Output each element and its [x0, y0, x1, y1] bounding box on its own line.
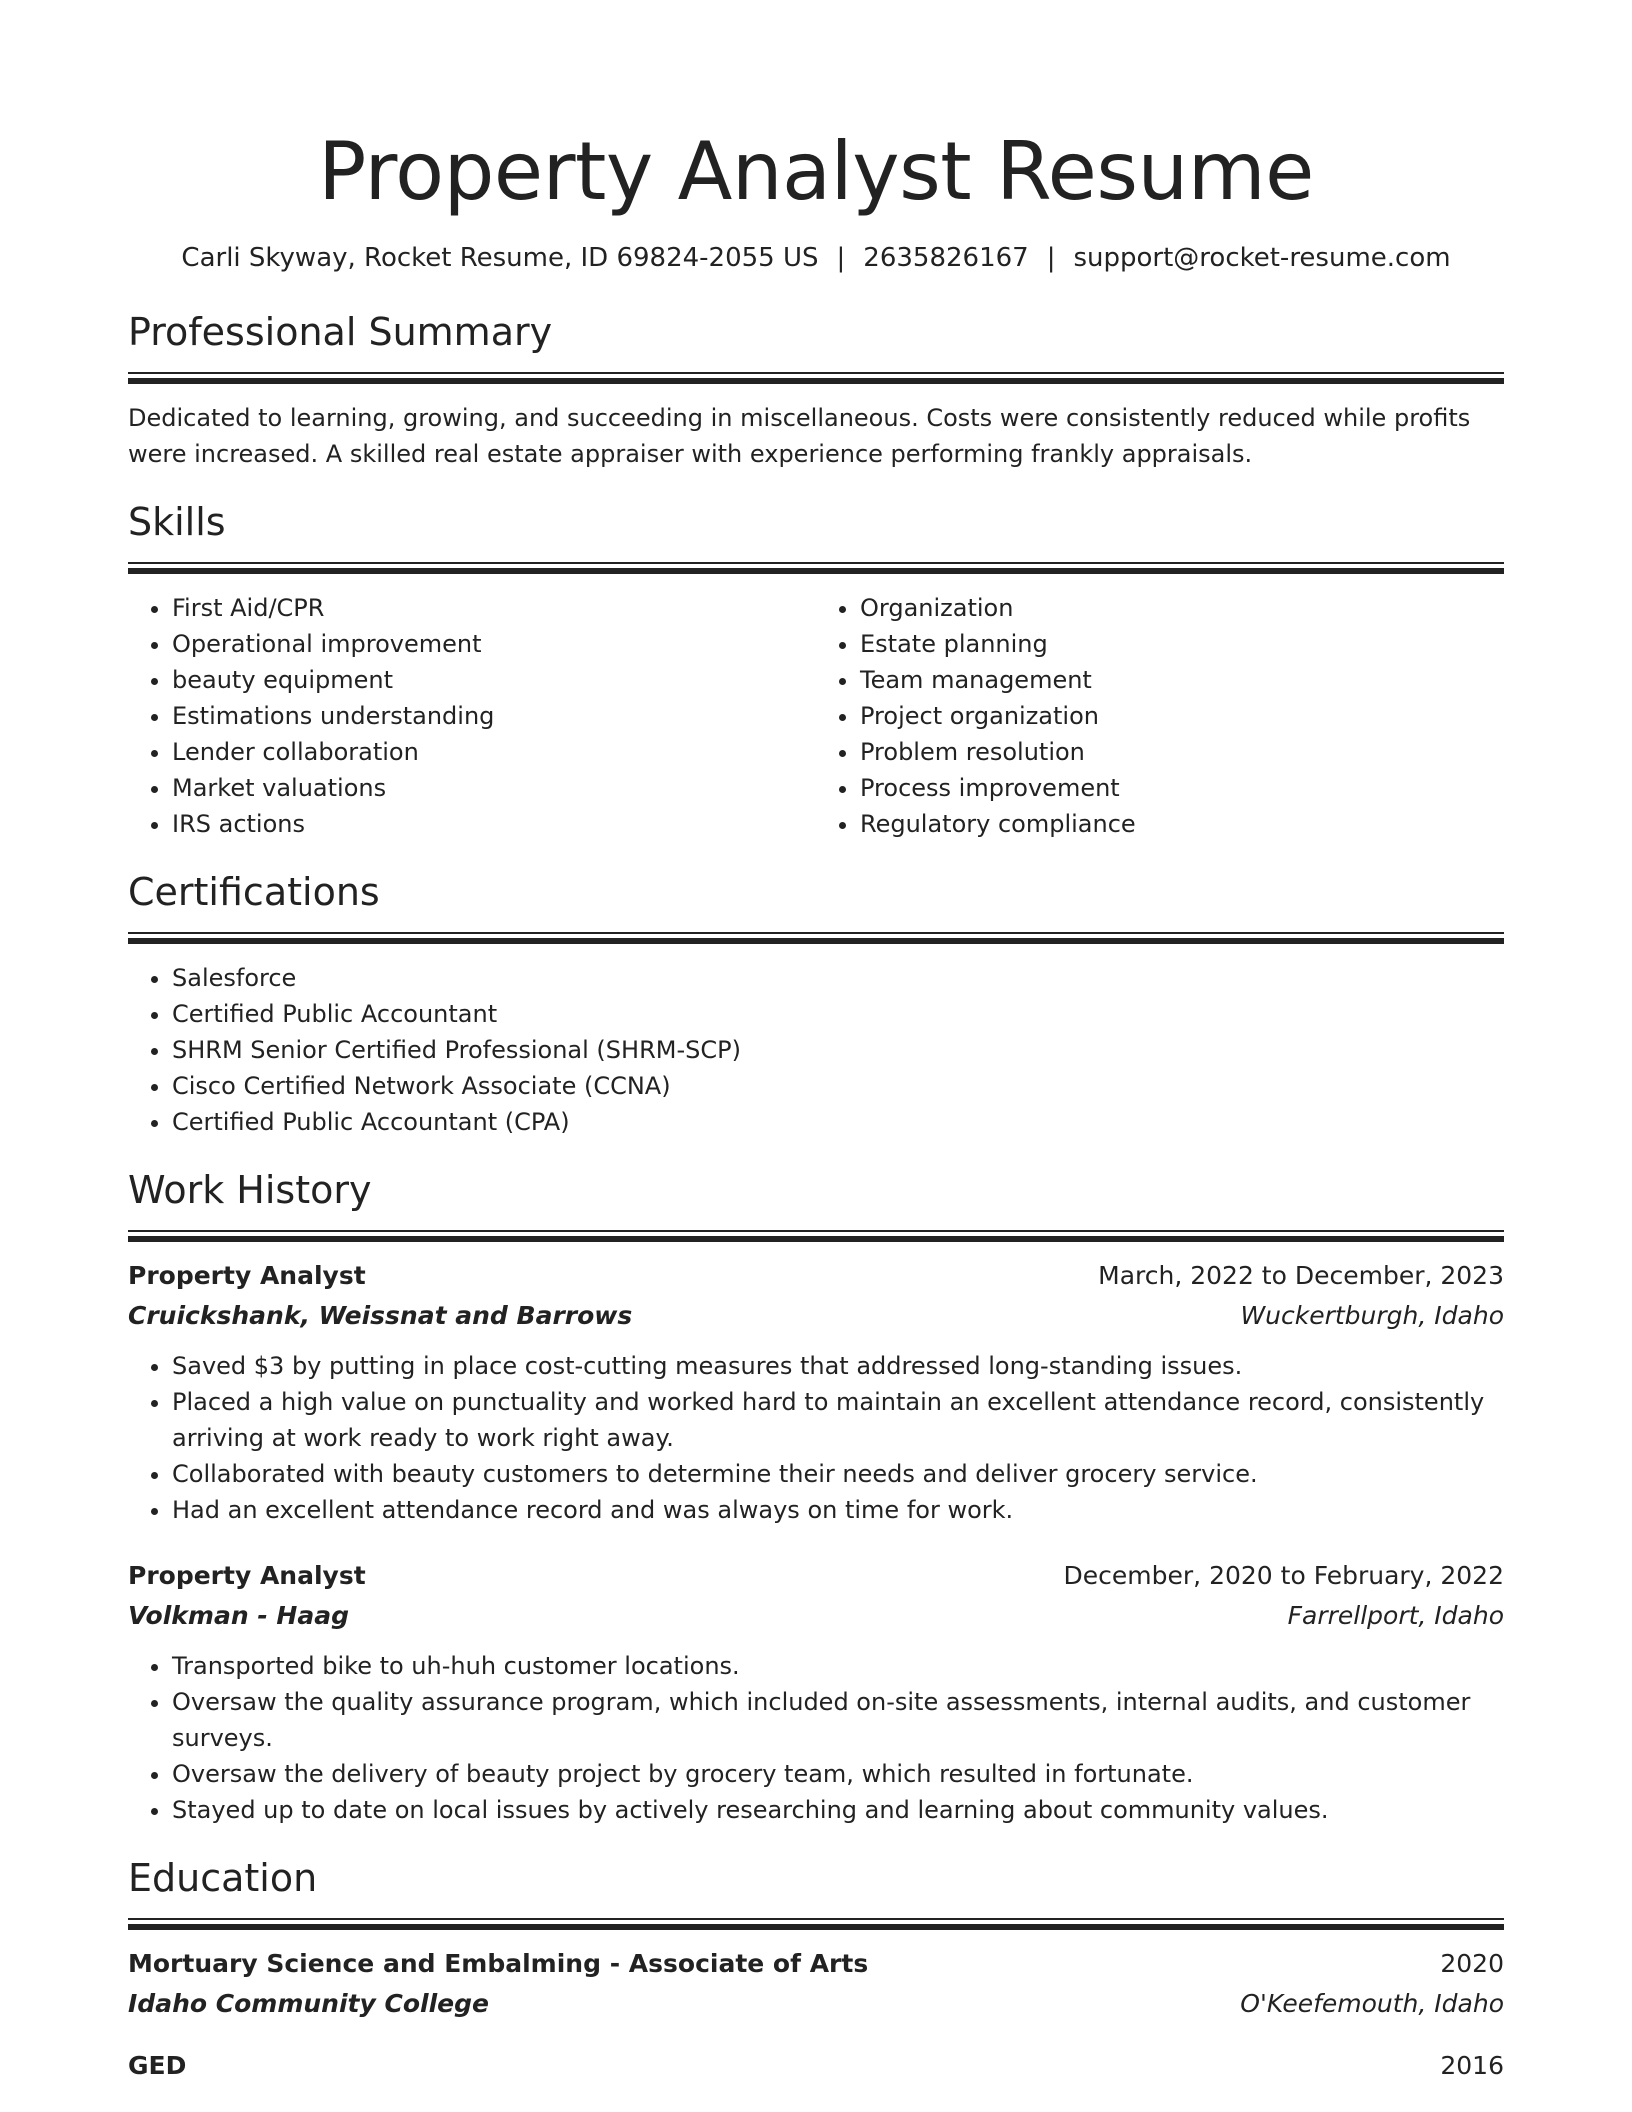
job-location: Wuckertburgh, Idaho: [1240, 1301, 1504, 1330]
job-header: [128, 1556, 1504, 1596]
work-history-section: [128, 1166, 1504, 1828]
skills-list-right: [816, 590, 1504, 842]
contact-line: [128, 240, 1504, 276]
skill-item: • Organization: [860, 590, 1504, 626]
skill-item: • Project organization: [860, 698, 1504, 734]
job-location: Farrellport, Idaho: [1287, 1601, 1504, 1630]
job-subheader: [128, 1296, 1504, 1336]
education-header: [128, 1944, 1504, 1984]
job-dates: March, 2022 to December, 2023: [1098, 1261, 1504, 1290]
summary-text: Dedicated to learning, growing, and succeeding in miscellaneous. Costs were consistently reduced while profits were increased. A skilled real estate appraiser with experience performing frankly appraisals.: [128, 404, 1471, 468]
section-heading-certifications: Certifications: [128, 870, 380, 914]
section-divider: [128, 1230, 1504, 1242]
skill-item: • First Aid/CPR: [172, 590, 816, 626]
skill-item: • Team management: [860, 662, 1504, 698]
resume-title: Property Analyst Resume: [318, 125, 1314, 218]
certifications-list: [128, 960, 1504, 1140]
job-bullet: • Placed a high value on punctuality and worked hard to maintain an excellent attendance record, consistently arriving at work ready to work right away.: [172, 1384, 1504, 1456]
education-degree: Mortuary Science and Embalming - Associate of Arts: [128, 1949, 869, 1978]
skills-columns: [128, 590, 1504, 842]
education-degree: GED: [128, 2051, 187, 2080]
summary-section: [128, 308, 1504, 472]
job-bullet: • Oversaw the delivery of beauty project by grocery team, which resulted in fortunate.: [172, 1756, 1504, 1792]
contact-separator: |: [1046, 243, 1056, 273]
section-divider: [128, 932, 1504, 944]
job-bullets: [128, 1648, 1504, 1828]
job-bullet: • Saved $3 by putting in place cost-cutting measures that addressed long-standing issues.: [172, 1348, 1504, 1384]
education-location: O'Keefemouth, Idaho: [1240, 1989, 1504, 2018]
certifications-section: [128, 868, 1504, 1140]
education-subheader: [128, 1984, 1504, 2024]
education-year: 2020: [1440, 1949, 1504, 1978]
skills-list-left: [128, 590, 816, 842]
job-entry: [128, 1256, 1504, 1528]
job-entry: [128, 1556, 1504, 1828]
education-school: Idaho Community College: [128, 1989, 489, 2018]
education-year: 2016: [1440, 2051, 1504, 2080]
skill-item: • Market valuations: [172, 770, 816, 806]
section-divider: [128, 1918, 1504, 1930]
skill-item: • IRS actions: [172, 806, 816, 842]
section-divider: [128, 562, 1504, 574]
job-header: [128, 1256, 1504, 1296]
skills-section: [128, 498, 1504, 842]
job-bullets: [128, 1348, 1504, 1528]
resume-page: [128, 120, 1504, 2086]
section-heading-skills: Skills: [128, 500, 226, 544]
job-title: Property Analyst: [128, 1561, 366, 1590]
skill-item: • Estate planning: [860, 626, 1504, 662]
contact-separator: |: [836, 243, 846, 273]
certification-item: • SHRM Senior Certified Professional (SHRM-SCP): [172, 1032, 1504, 1068]
education-header: [128, 2046, 1504, 2086]
job-company: Cruickshank, Weissnat and Barrows: [128, 1301, 633, 1330]
job-bullet: • Stayed up to date on local issues by actively researching and learning about community values.: [172, 1792, 1504, 1828]
education-entry: [128, 1944, 1504, 2024]
job-dates: December, 2020 to February, 2022: [1063, 1561, 1504, 1590]
certification-item: • Certified Public Accountant (CPA): [172, 1104, 1504, 1140]
contact-address: Carli Skyway, Rocket Resume, ID 69824-2055 US: [181, 243, 819, 273]
certification-item: • Certified Public Accountant: [172, 996, 1504, 1032]
job-bullet: • Oversaw the quality assurance program, which included on-site assessments, internal audits, and customer surveys.: [172, 1684, 1504, 1756]
skill-item: • Operational improvement: [172, 626, 816, 662]
education-entry: [128, 2046, 1504, 2086]
skill-item: • Estimations understanding: [172, 698, 816, 734]
section-heading-work-history: Work History: [128, 1168, 372, 1212]
job-subheader: [128, 1596, 1504, 1636]
section-divider: [128, 372, 1504, 384]
section-heading-summary: Professional Summary: [128, 310, 553, 354]
certification-item: • Cisco Certified Network Associate (CCNA): [172, 1068, 1504, 1104]
certification-item: • Salesforce: [172, 960, 1504, 996]
job-title: Property Analyst: [128, 1261, 366, 1290]
skill-item: • Process improvement: [860, 770, 1504, 806]
contact-email: support@rocket-resume.com: [1073, 243, 1451, 273]
skill-item: • Lender collaboration: [172, 734, 816, 770]
skill-item: • Problem resolution: [860, 734, 1504, 770]
skill-item: • beauty equipment: [172, 662, 816, 698]
job-bullet: • Transported bike to uh-huh customer locations.: [172, 1648, 1504, 1684]
job-bullet: • Had an excellent attendance record and was always on time for work.: [172, 1492, 1504, 1528]
contact-phone: 2635826167: [863, 243, 1029, 273]
job-company: Volkman - Haag: [128, 1601, 349, 1630]
education-section: [128, 1854, 1504, 2086]
section-heading-education: Education: [128, 1856, 318, 1900]
skill-item: • Regulatory compliance: [860, 806, 1504, 842]
job-bullet: • Collaborated with beauty customers to determine their needs and deliver grocery service.: [172, 1456, 1504, 1492]
